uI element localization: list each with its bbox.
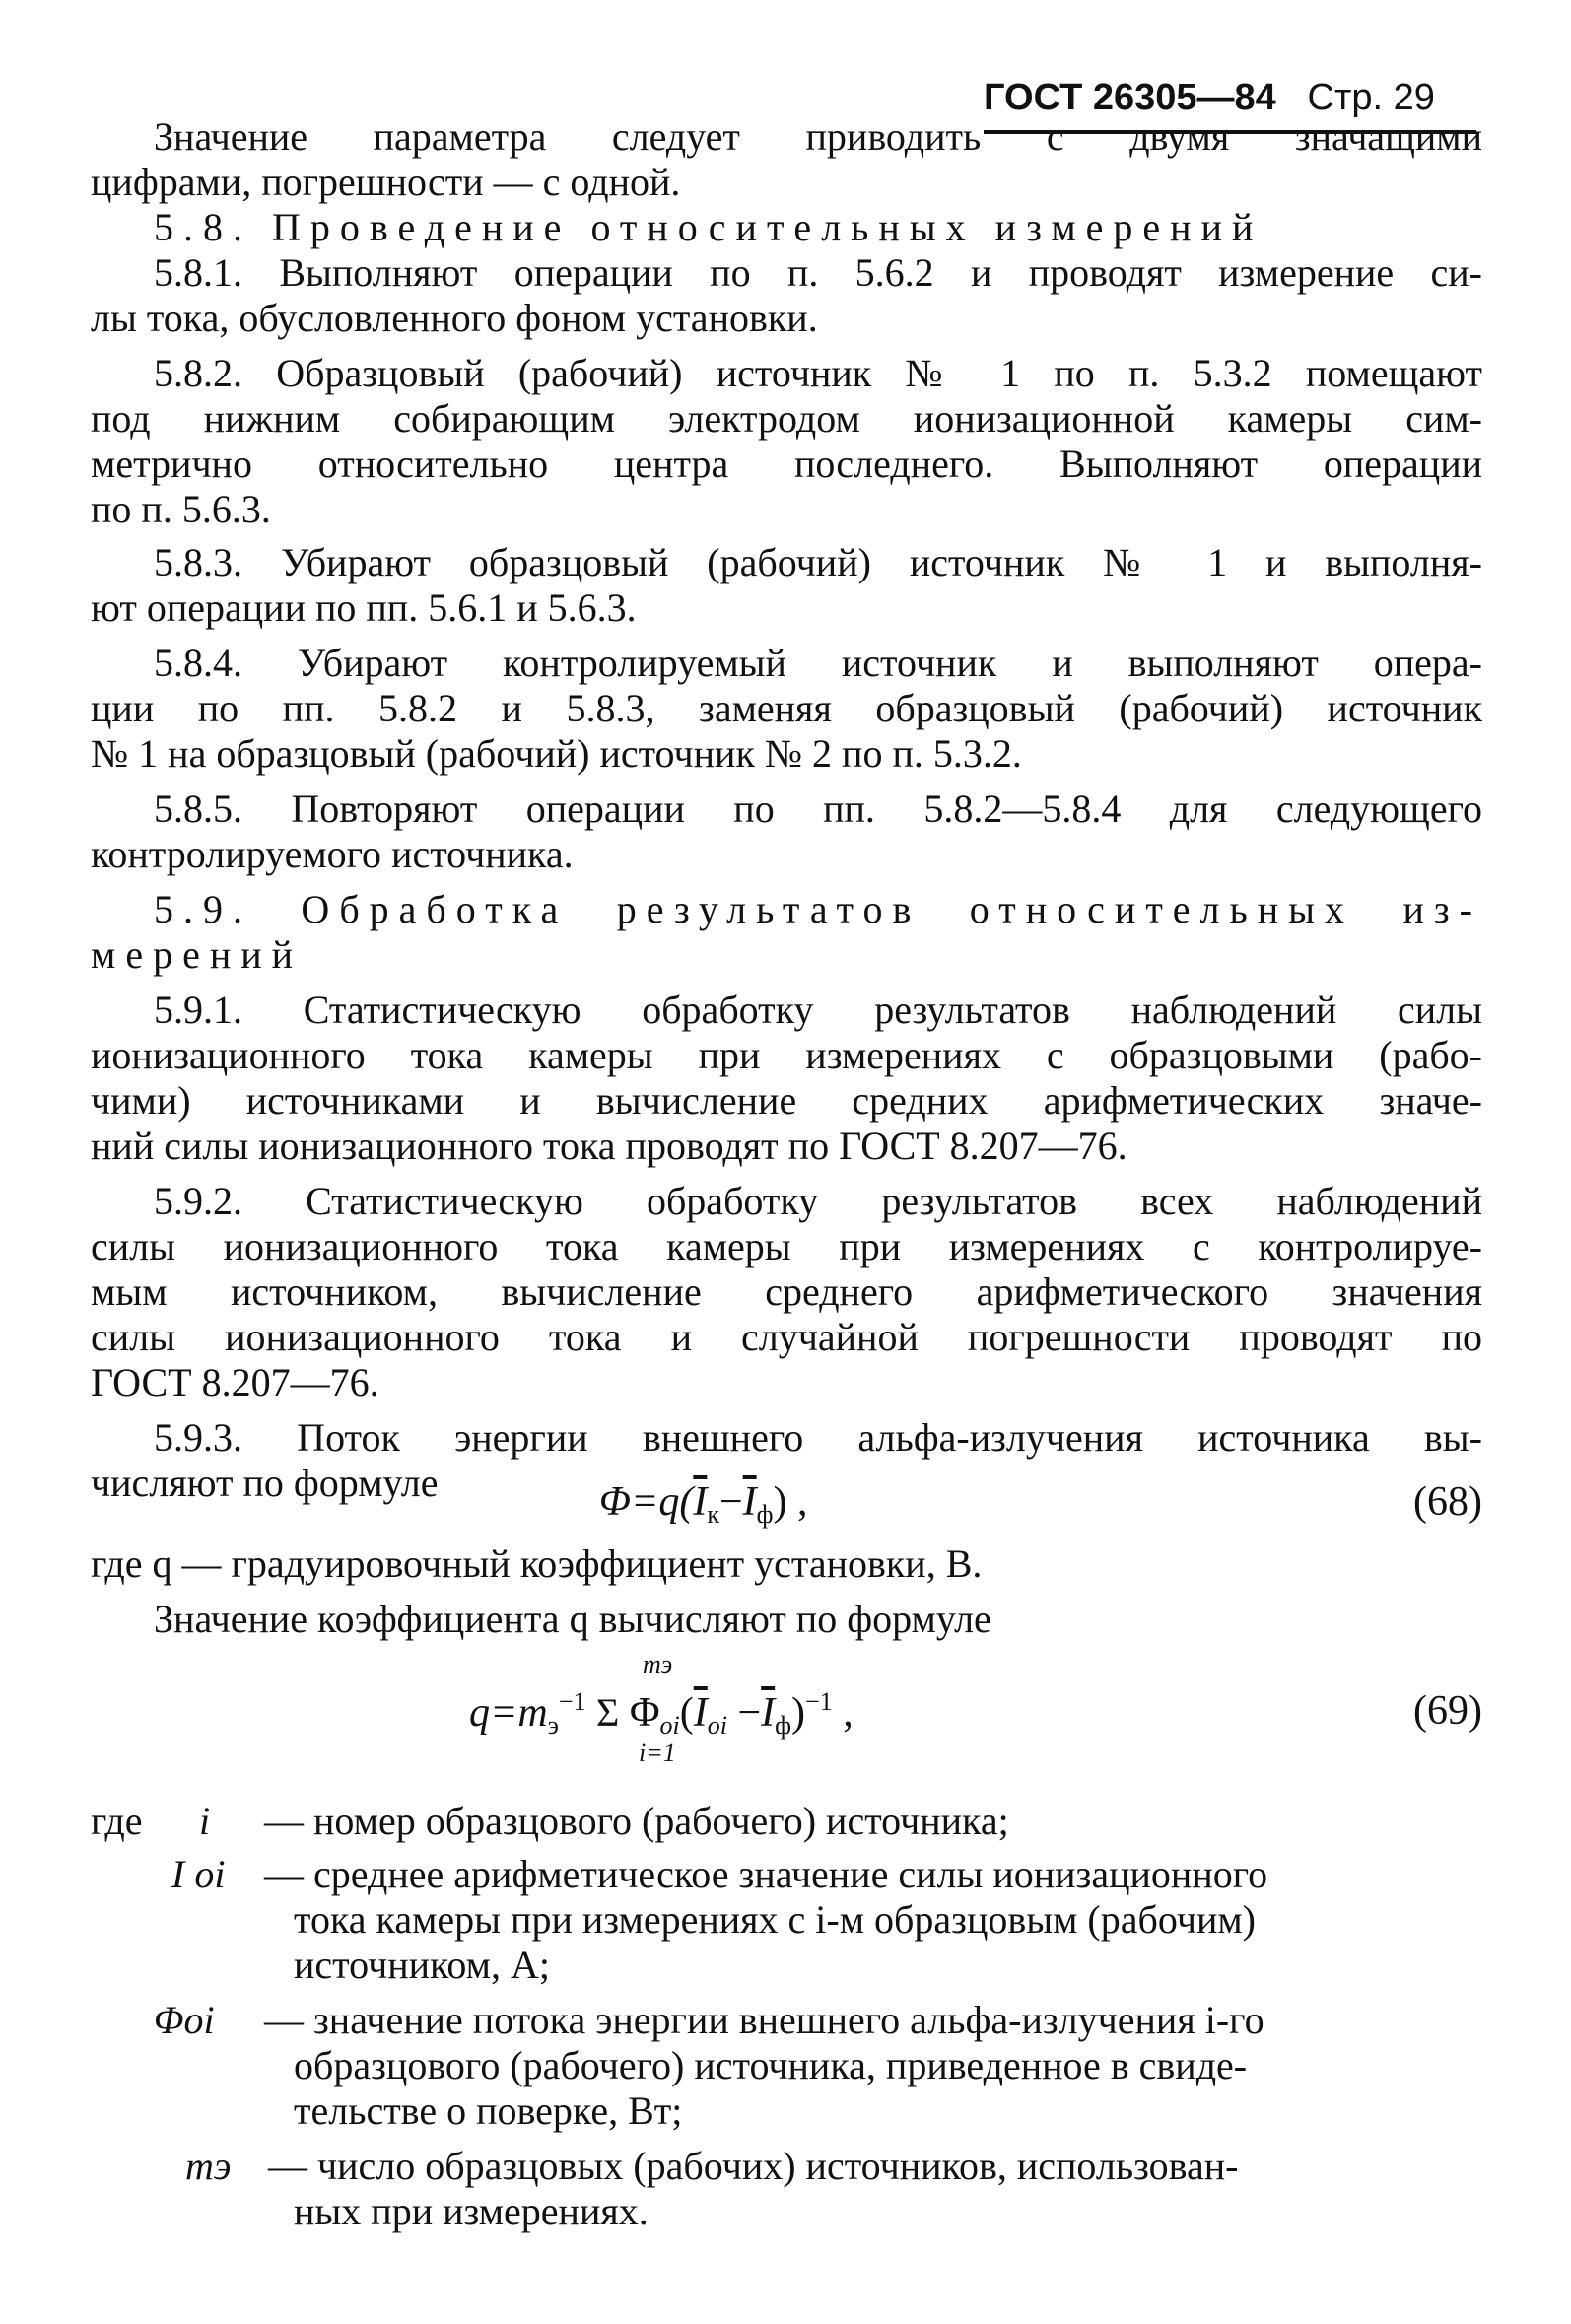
text-line: 5.8.3. Убирают образцовый (рабочий) источник № 1 и выполня-: [154, 540, 1482, 584]
text-line: 5.8.1. Выполняют операции по п. 5.6.2 и проводят измерение си-: [154, 250, 1482, 295]
where-label: где: [91, 1799, 143, 1843]
text-line: силы ионизационного тока камеры при измерениях с контролируе-: [91, 1224, 1482, 1268]
text-line: 5.9.2. Статистическую обработку результатов всех наблюдений: [154, 1179, 1482, 1223]
text-line: где q — градуировочный коэффициент установки, В.: [91, 1541, 983, 1586]
equation-number-68: (68): [1413, 1479, 1482, 1525]
text-line: ции по пп. 5.8.2 и 5.8.3, заменяя образцовый (рабочий) источник: [91, 686, 1482, 730]
section-heading: 5.9. Обработка результатов относительных из-: [154, 887, 1482, 931]
definition-term: Φoi: [154, 1998, 215, 2042]
text-line: 5.8.5. Повторяют операции по пп. 5.8.2—5.8.4 для следующего: [154, 786, 1482, 831]
text-line: силы ионизационного тока и случайной погрешности проводят по: [91, 1315, 1482, 1359]
text-line: ют операции по пп. 5.6.1 и 5.6.3.: [91, 585, 637, 630]
definition-term: mэ: [185, 2144, 232, 2188]
equation-number-69: (69): [1413, 1688, 1482, 1734]
section-heading: 5.8. Проведение относительных измерений: [154, 205, 1264, 249]
page-header: [984, 77, 1476, 119]
text-line: под нижним собирающим электродом ионизационной камеры сим-: [91, 396, 1482, 441]
text-line: 5.8.2. Образцовый (рабочий) источник № 1 по п. 5.3.2 помещают: [154, 351, 1482, 395]
text-line: цифрами, погрешности — с одной.: [91, 160, 681, 204]
definition-term: I oi: [171, 1852, 226, 1896]
text-line: метрично относительно центра последнего. Выполняют операции: [91, 442, 1482, 486]
definition-term: i: [199, 1799, 211, 1843]
definition-text: — среднее арифметическое значение силы ионизационного: [264, 1852, 1268, 1896]
definition-text: источником, А;: [294, 1943, 550, 1987]
text-line: 5.9.3. Поток энергии внешнего альфа-излучения источника вы-: [154, 1415, 1482, 1460]
text-line: числяют по формуле: [91, 1461, 439, 1505]
page-number: Стр. 29: [1307, 77, 1435, 118]
formula-68: $\Phi=q(\overline{I}_к-\overline{I}_ф)$ ,: [599, 1479, 808, 1529]
definition-text: ных при измерениях.: [294, 2189, 649, 2233]
text-line: Значение коэффициента q вычисляют по формуле: [154, 1597, 991, 1641]
section-heading: мерений: [91, 932, 304, 977]
text-line: чими) источниками и вычисление средних арифметических значе-: [91, 1078, 1482, 1123]
text-line: 5.8.4. Убирают контролируемый источник и выполняют опера-: [154, 641, 1482, 685]
sum-lower-limit: i=1: [639, 1739, 676, 1767]
text-line: 5.9.1. Статистическую обработку результатов наблюдений силы: [154, 988, 1482, 1032]
definition-text: — значение потока энергии внешнего альфа-излучения i-го: [264, 1998, 1264, 2042]
text-line: мым источником, вычисление среднего арифметического значения: [91, 1269, 1482, 1314]
sum-symbol: Σ: [596, 1690, 620, 1735]
definition-text: — число образцовых (рабочих) источников, использован-: [268, 2144, 1239, 2188]
standard-title: ГОСТ 26305—84: [984, 77, 1276, 118]
formula-69: $q=m_э^{-1}$ Σ $\Phi_{oi}(\overline{I}_{oi} -\overline{I}_ф)^{-1}$ ,: [469, 1687, 854, 1740]
text-line: контролируемого источника.: [91, 832, 574, 876]
text-line: лы тока, обусловленного фоном установки.: [91, 296, 818, 340]
text-line: ионизационного тока камеры при измерениях с образцовыми (рабо-: [91, 1033, 1482, 1077]
text-line: № 1 на образцовый (рабочий) источник № 2 по п. 5.3.2.: [91, 731, 1022, 776]
definition-text: тельстве о поверке, Вт;: [294, 2088, 683, 2133]
text-line: ГОСТ 8.207—76.: [91, 1360, 379, 1404]
definition-text: тока камеры при измерениях с i-м образцовым (рабочим): [294, 1897, 1256, 1942]
text-line: Значение параметра следует приводить с двумя значащими: [154, 114, 1482, 159]
text-line: по п. 5.6.3.: [91, 487, 271, 531]
sum-upper-limit: mэ: [643, 1650, 673, 1678]
definition-text: — номер образцового (рабочего) источника;: [264, 1799, 1009, 1843]
text-line: ний силы ионизационного тока проводят по ГОСТ 8.207—76.: [91, 1124, 1127, 1168]
definition-text: образцового (рабочего) источника, приведенное в свиде-: [294, 2043, 1248, 2087]
